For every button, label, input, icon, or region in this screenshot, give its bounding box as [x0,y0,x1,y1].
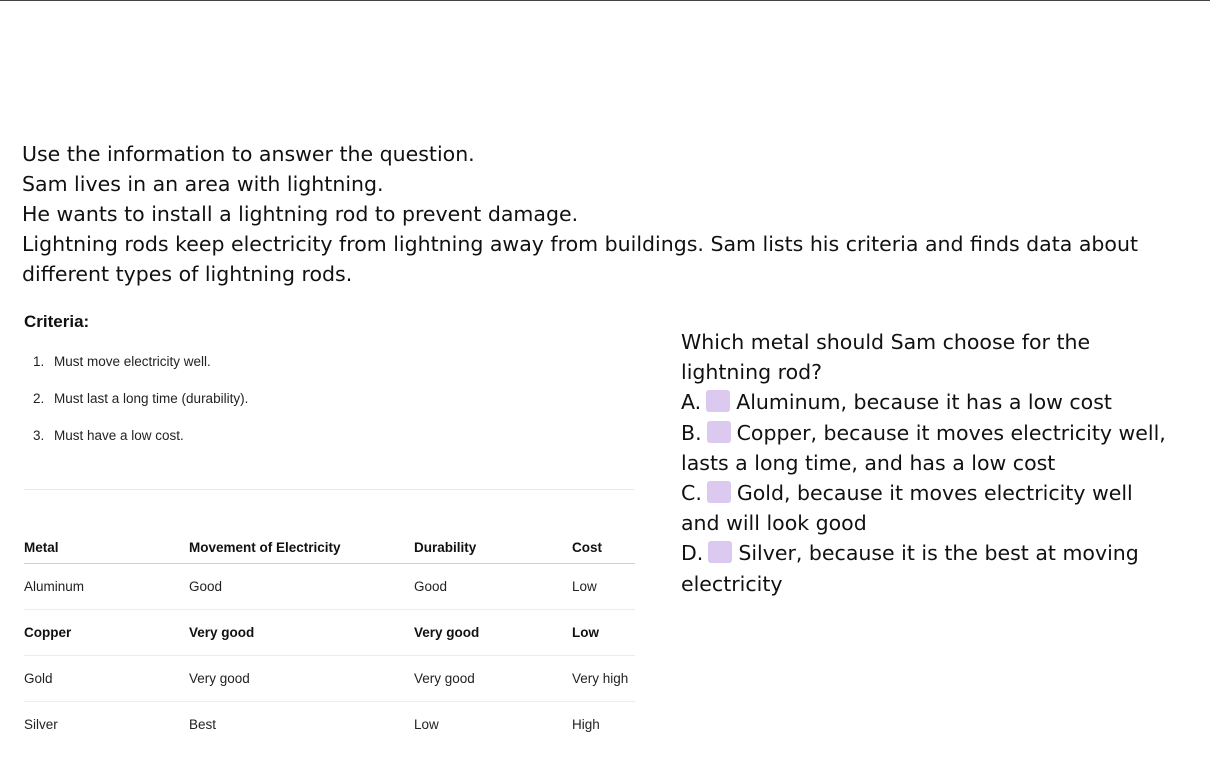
cell-movement: Good [189,564,414,610]
header-movement-of-electricity: Movement of Electricity [189,532,414,564]
criteria-number: 1. [33,354,45,369]
criteria-number: 3. [33,428,45,443]
cell-durability: Good [414,564,572,610]
metal-data-table [24,532,635,747]
intro-line-1: Use the information to answer the question. [22,142,475,166]
choice-letter: D. [681,541,704,566]
table-row [24,656,635,702]
answer-choice-d[interactable] [681,538,1176,598]
header-cost: Cost [572,532,635,564]
question-block [681,327,1176,599]
answer-choice-b[interactable] [681,418,1176,478]
table-row [24,564,635,610]
choice-checkbox[interactable] [707,421,731,443]
cell-durability: Very good [414,610,572,656]
criteria-text: Must last a long time (durability). [54,391,249,406]
answer-choice-c[interactable] [681,478,1176,538]
table-row [24,610,635,656]
criteria-item [33,352,248,389]
intro-line-2: Sam lives in an area with lightning. [22,172,384,196]
cell-movement: Very good [189,656,414,702]
cell-cost: Very high [572,656,635,702]
table-row [24,702,635,748]
cell-movement: Very good [189,610,414,656]
section-divider [24,489,634,490]
choice-text: Copper, because it moves electricity well, lasts a long time, and has a low cost [681,420,1166,475]
cell-metal: Silver [24,717,58,732]
cell-cost: Low [572,564,635,610]
table-header-row [24,532,635,564]
choice-text: Aluminum, because it has a low cost [736,390,1112,415]
criteria-number: 2. [33,391,45,406]
choice-letter: C. [681,481,702,506]
cell-metal: Aluminum [24,564,189,610]
cell-metal: Copper [24,610,189,656]
choice-checkbox[interactable] [706,390,730,412]
choice-letter: B. [681,420,702,445]
header-metal: Metal [24,532,189,564]
criteria-text: Must have a low cost. [54,428,184,443]
cell-cost: Low [572,610,635,656]
cell-cost: High [572,717,600,732]
criteria-text: Must move electricity well. [54,354,211,369]
criteria-list [33,352,248,463]
top-border-line [0,0,1210,1]
criteria-item [33,426,248,463]
choice-text: Gold, because it moves electricity well and will look good [681,481,1133,536]
criteria-heading: Criteria: [24,312,90,331]
choice-text: Silver, because it is the best at moving electricity [681,541,1139,596]
cell-durability: Low [414,717,439,732]
intro-line-4: Lightning rods keep electricity from lightning away from buildings. Sam lists his criteria and finds data about different types of lightning rods. [22,232,1138,286]
cell-movement: Best [189,717,217,732]
choice-letter: A. [681,390,702,415]
cell-durability: Very good [414,656,572,702]
choice-checkbox[interactable] [707,481,731,503]
question-prompt: Which metal should Sam choose for the lightning rod? [681,330,1091,385]
intro-passage [22,139,1182,289]
criteria-item [33,389,248,426]
header-durability: Durability [414,532,572,564]
cell-metal: Gold [24,656,189,702]
intro-line-3: He wants to install a lightning rod to prevent damage. [22,202,579,226]
answer-choice-a[interactable] [681,387,1176,417]
choice-checkbox[interactable] [708,541,732,563]
